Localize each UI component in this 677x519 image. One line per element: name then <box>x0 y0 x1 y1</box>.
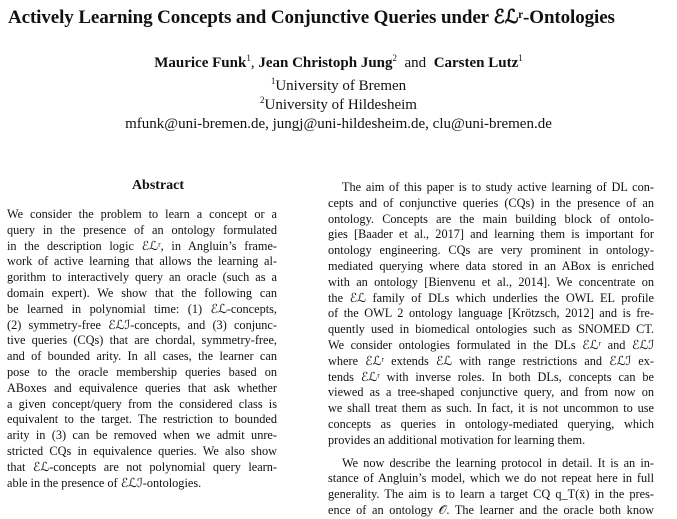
affiliation-mark: 1 <box>270 76 276 86</box>
author-emails: mfunk@uni-bremen.de, jungj@uni-hildesheim.de, clu@uni-bremen.de <box>125 116 552 132</box>
author-affiliation-mark: 2 <box>392 53 398 63</box>
body-line: of the OWL 2 ontology language [Krötzsch, 2012] and is fre- <box>328 306 654 321</box>
abstract-line: arity in (3) can be removed when we admit unre- <box>7 428 277 443</box>
affiliation-name: University of Hildesheim <box>264 97 417 113</box>
abstract-line: work of active learning that allows the learning al- <box>7 254 277 269</box>
abstract-line: tive queries (CQs) that are chordal, symmetry-free, <box>7 333 277 348</box>
paragraph-gap <box>328 449 654 456</box>
body-line: we shall treat them as such. In fact, it is not uncommon to use <box>328 401 654 416</box>
abstract-line: a given concept/query from the considered class is <box>7 396 277 411</box>
body-line: ontology engineering. CQs are very prominent in ontology- <box>328 243 654 258</box>
body-line: tends ℰℒʳ with inverse roles. In both DLs, concepts can be <box>328 369 654 384</box>
body-line: with an ontology [Bienvenu et al., 2014]. We concentrate on <box>328 274 654 289</box>
affiliation-name: University of Bremen <box>275 78 407 94</box>
abstract-line: stricted CQs in equivalence queries. We also show <box>7 443 277 458</box>
author-affiliation-mark: 1 <box>518 53 523 63</box>
body-line: viewed as a tree-shaped conjunctive query, and from now on <box>328 385 654 400</box>
abstract-line: pose to the oracle membership queries based on <box>7 364 277 379</box>
abstract-line: able in the presence of ℰℒℐ-ontologies. <box>7 475 202 490</box>
author-conjunction: and <box>404 55 427 71</box>
abstract-line: that ℰℒ-concepts are not polynomial query learn- <box>7 459 277 474</box>
body-line: The aim of this paper is to study active learning of DL con- <box>342 180 654 194</box>
affiliation-mark: 2 <box>260 95 265 105</box>
abstract-line: and of bounded arity. In all cases, the learner can <box>7 349 277 364</box>
body-line: ence of an ontology 𝒪. The learner and the oracle both know <box>328 502 654 517</box>
abstract-body <box>7 207 277 491</box>
abstract-line: ABoxes and equivalence queries that ask whether <box>7 380 277 395</box>
abstract-line: be learned in polynomial time: (1) ℰℒ-concepts, <box>7 301 277 316</box>
body-line: cepts and of conjunctive queries (CQs) in the presence of an <box>328 195 654 210</box>
abstract-line: (2) symmetry-free ℰℒℐ-concepts, and (3) conjunc- <box>7 317 277 332</box>
affiliation <box>0 78 677 95</box>
abstract-line: We consider the problem to learn a concept or a <box>7 207 277 221</box>
body-line: mediated querying where data stored in an ABox is enriched <box>328 258 654 273</box>
body-line: gies [Baader et al., 2017] and learning them is important for <box>328 227 654 242</box>
author-name: Carsten Lutz <box>433 55 519 71</box>
author-name: Jean Christoph Jung <box>258 55 393 71</box>
abstract-line: gorithm to interactively query an oracle (such as a <box>7 270 277 285</box>
body-line: We consider ontologies formulated in the DLs ℰℒʳ and ℰℒℐ <box>328 337 654 352</box>
body-line: stance of Angluin’s model, which we do not repeat here in full <box>328 471 654 486</box>
intro-body <box>328 180 654 519</box>
affiliation <box>0 97 677 114</box>
abstract-line: query in the presence of an ontology formulated <box>7 222 277 237</box>
abstract-line: in the description logic ℰℒʳ, in Angluin’s frame- <box>7 238 277 253</box>
body-line: provides an additional motivation for learning them. <box>328 432 586 447</box>
abstract-heading: Abstract <box>131 178 185 193</box>
author-separator: , <box>250 55 255 71</box>
body-line: the ℰℒ family of DLs which underlies the OWL EL profile <box>328 290 654 305</box>
body-line: We now describe the learning protocol in detail. It is an in- <box>342 455 654 470</box>
body-line: generality. The aim is to learn a target CQ q_T(x̄) in the pres- <box>328 487 654 502</box>
abstract-line: domain expert). We show that the following can <box>7 285 277 300</box>
author-list <box>0 55 677 72</box>
body-line: where ℰℒʳ extends ℰℒ with range restrictions and ℰℒℐ ex- <box>328 353 654 368</box>
body-line: concepts as queries in ontology-mediated querying, which <box>328 416 654 431</box>
abstract-line: equivalent to the target. The restriction to bounded <box>7 412 277 427</box>
author-name: Maurice Funk <box>154 55 247 71</box>
paper-title: Actively Learning Concepts and Conjunctive Queries under ℰℒʳ-Ontologies <box>8 7 615 28</box>
author-affiliation-mark: 1 <box>246 53 251 63</box>
body-line: ontology. Concepts are the main building block of ontolo- <box>328 211 654 226</box>
body-line: quently used in biomedical ontologies such as SNOMED CT. <box>328 322 654 337</box>
